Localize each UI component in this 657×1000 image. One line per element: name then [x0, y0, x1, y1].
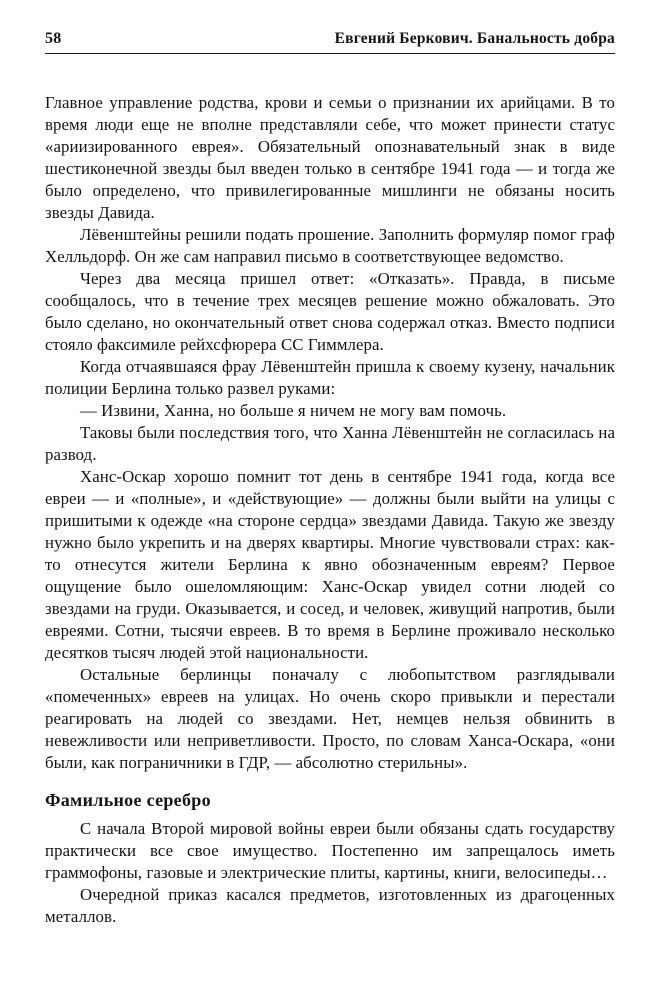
paragraph: Главное управление родства, крови и семьи о признании их арийцами. В то время люди еще не вполне представляли себе, что может принести статус «ариизированного еврея». Обязательный опознавательный знак в виде шестиконечной звезды был введен только в сентябре 1941 года — и тогда же было определено, что привилегированные мишлинги не обязаны носить звезды Давида. — [45, 93, 615, 222]
paragraph: Остальные берлинцы поначалу с любопытством разглядывали «помеченных» евреев на улицах. Но очень скоро привыкли и перестали реагировать на людей со звездами. Нет, немцев нельзя обвинить в невежливости или неприветливости. Просто, по словам Ханса-Оскара, «они были, как пограничники в ГДР, — абсолютно стерильны». — [45, 665, 615, 772]
paragraph: Лёвенштейны решили подать прошение. Заполнить формуляр помог граф Хелльдорф. Он же сам направил письмо в соответствующее ведомство. — [45, 225, 615, 266]
paragraph: Через два месяца пришел ответ: «Отказать». Правда, в письме сообщалось, что в течение трех месяцев решение можно обжаловать. Это было сделано, но окончательный ответ снова содержал отказ. Вместо подписи стояло факсимиле рейхсфюрера СС Гиммлера. — [45, 269, 615, 354]
page-body — [45, 92, 615, 928]
paragraph: Таковы были последствия того, что Ханна Лёвенштейн не согласилась на развод. — [45, 423, 615, 464]
running-title: Евгений Беркович. Банальность добра — [334, 30, 615, 47]
paragraph: С начала Второй мировой войны евреи были обязаны сдать государству практически все свое имущество. Постепенно им запрещалось иметь граммофоны, газовые и электрические плиты, картины, книги, велосипеды… — [45, 819, 615, 882]
paragraph: Очередной приказ касался предметов, изготовленных из драгоценных металлов. — [45, 885, 615, 926]
page-number: 58 — [45, 30, 62, 47]
paragraph: Когда отчаявшаяся фрау Лёвенштейн пришла к своему кузену, начальник полиции Берлина только развел руками: — [45, 357, 615, 398]
running-head — [45, 30, 615, 54]
paragraph: Ханс-Оскар хорошо помнит тот день в сентябре 1941 года, когда все евреи — и «полные», и «действующие» — должны были выйти на улицы с пришитыми к одежде «на стороне сердца» звездами Давида. Такую же звезду нужно было укрепить и на дверях квартиры. Многие чувствовали страх: как-то отнесутся жители Берлина к явно обозначенным евреям? Первое ощущение было ошеломляющим: Ханс-Оскар увидел сотни людей со звездами на груди. Оказывается, и сосед, и человек, живущий напротив, были евреями. Сотни, тысячи евреев. В то время в Берлине проживало несколько десятков тысяч людей этой национальности. — [45, 467, 615, 662]
section-heading: Фамильное серебро — [45, 790, 211, 810]
paragraph-dialogue-line: — Извини, Ханна, но больше я ничем не могу вам помочь. — [80, 401, 507, 420]
